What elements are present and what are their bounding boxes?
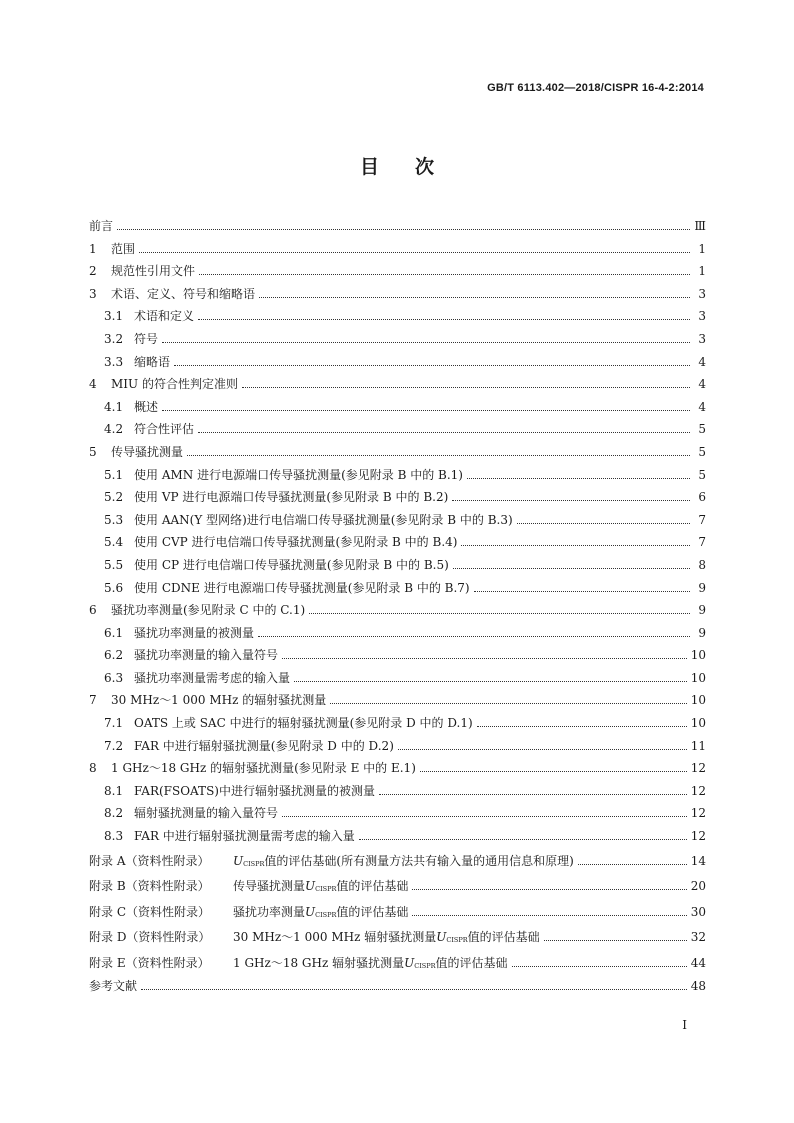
- toc-entry[interactable]: [89, 532, 706, 552]
- toc-page: 8: [698, 557, 706, 572]
- toc-number: 6.3: [104, 670, 124, 685]
- toc-page: 1: [698, 241, 706, 256]
- toc-entry[interactable]: [89, 352, 706, 372]
- toc-entry[interactable]: [89, 578, 706, 598]
- toc-entry[interactable]: [89, 690, 706, 710]
- toc-entry[interactable]: [89, 419, 706, 439]
- toc-number: 5.5: [104, 557, 124, 572]
- toc-page: 11: [690, 738, 706, 753]
- toc-number: 5.2: [104, 490, 124, 505]
- toc-entry[interactable]: [89, 510, 706, 530]
- toc-entry[interactable]: [89, 442, 706, 462]
- toc-page: 9: [698, 625, 706, 640]
- toc-label: 使用 AAN(Y 型网络)进行电信端口传导骚扰测量(参见附录 B 中的 B.3): [134, 512, 513, 527]
- toc-entry[interactable]: [89, 736, 706, 756]
- toc-page: 10: [690, 716, 706, 731]
- toc-entry[interactable]: [89, 284, 706, 304]
- toc-entry-references[interactable]: [89, 976, 706, 996]
- toc-page: 4: [698, 354, 706, 369]
- toc-label: MIU 的符合性判定准则: [111, 377, 238, 392]
- toc-number: 3: [89, 286, 97, 301]
- page-number-footer: I: [682, 1018, 687, 1032]
- annex-title: UCISPR值的评估基础(所有测量方法共有输入量的通用信息和原理): [233, 853, 574, 868]
- toc-label: 符合性评估: [134, 422, 195, 437]
- toc-number: 6.1: [104, 625, 124, 640]
- toc-label: 使用 AMN 进行电源端口传导骚扰测量(参见附录 B 中的 B.1): [134, 467, 463, 482]
- toc-label: 骚扰功率测量的输入量符号: [134, 648, 279, 663]
- toc-entry[interactable]: [89, 645, 706, 665]
- toc-page: 5: [698, 444, 706, 459]
- toc-number: 7: [89, 693, 97, 708]
- toc-label: 辐射骚扰测量的输入量符号: [134, 806, 279, 821]
- toc-number: 8.3: [104, 829, 124, 844]
- title-char-left: 目: [359, 156, 379, 178]
- annex-tag: 附录 D（资料性附录）: [89, 930, 211, 945]
- toc-label: OATS 上或 SAC 中进行的辐射骚扰测量(参见附录 D 中的 D.1): [134, 716, 473, 731]
- toc-number: 4: [89, 377, 97, 392]
- toc-number: 3.3: [104, 354, 124, 369]
- toc-entry[interactable]: [89, 374, 706, 394]
- toc-number: 3.1: [104, 309, 124, 324]
- toc-page: 48: [690, 979, 706, 994]
- toc-entry[interactable]: [89, 668, 706, 688]
- toc-label: 使用 CVP 进行电信端口传导骚扰测量(参见附录 B 中的 B.4): [134, 535, 458, 550]
- toc-page: 9: [698, 603, 706, 618]
- toc-label: 范围: [111, 241, 136, 256]
- toc-number: 6: [89, 603, 97, 618]
- toc-number: 7.1: [104, 716, 124, 731]
- toc-page: Ⅲ: [694, 219, 706, 233]
- toc-number: 3.2: [104, 331, 124, 346]
- toc-page: 5: [698, 467, 706, 482]
- annex-title: 1 GHz～18 GHz 辐射骚扰测量UCISPR值的评估基础: [233, 955, 508, 970]
- toc-entry[interactable]: [89, 781, 706, 801]
- toc-page: 4: [698, 377, 706, 392]
- document-code-header: GB/T 6113.402—2018/CISPR 16-4-2:2014: [487, 82, 704, 94]
- toc-page: 10: [690, 670, 706, 685]
- toc-page: 9: [698, 580, 706, 595]
- annex-tag: 附录 C（资料性附录）: [89, 904, 210, 919]
- toc-entry[interactable]: [89, 600, 706, 620]
- toc-label: 使用 CDNE 进行电源端口传导骚扰测量(参见附录 B 中的 B.7): [134, 580, 470, 595]
- toc-entry[interactable]: [89, 487, 706, 507]
- toc-number: 8: [89, 761, 97, 776]
- toc-label: FAR 中进行辐射骚扰测量(参见附录 D 中的 D.2): [134, 738, 394, 753]
- toc-number: 5.3: [104, 512, 124, 527]
- table-of-contents: [89, 216, 706, 999]
- page-title: [0, 152, 794, 179]
- toc-entry[interactable]: [89, 826, 706, 846]
- toc-entry[interactable]: [89, 555, 706, 575]
- toc-number: 8.2: [104, 806, 124, 821]
- toc-label: 1 GHz～18 GHz 的辐射骚扰测量(参见附录 E 中的 E.1): [111, 761, 416, 776]
- toc-page: 12: [690, 829, 706, 844]
- toc-number: 8.1: [104, 783, 124, 798]
- toc-label: 传导骚扰测量: [111, 444, 184, 459]
- toc-page: 1: [698, 264, 706, 279]
- toc-label: 规范性引用文件: [111, 264, 196, 279]
- toc-entry[interactable]: [89, 803, 706, 823]
- toc-page: 7: [698, 512, 706, 527]
- toc-entry[interactable]: [89, 216, 706, 236]
- toc-page: 3: [698, 331, 706, 346]
- toc-label: 30 MHz～1 000 MHz 的辐射骚扰测量: [111, 693, 327, 708]
- annex-tag: 附录 A（资料性附录）: [89, 853, 210, 868]
- toc-page: 12: [690, 783, 706, 798]
- toc-label: 骚扰功率测量(参见附录 C 中的 C.1): [111, 603, 306, 618]
- toc-annex-entry[interactable]: [89, 900, 706, 924]
- toc-label: 前言: [89, 219, 114, 233]
- toc-page: 44: [690, 955, 706, 970]
- toc-label: 概述: [134, 399, 159, 414]
- toc-entry[interactable]: [89, 239, 706, 259]
- toc-number: 2: [89, 264, 97, 279]
- annex-title: 骚扰功率测量UCISPR值的评估基础: [233, 904, 409, 919]
- toc-label: 参考文献: [89, 979, 138, 994]
- toc-page: 6: [698, 490, 706, 505]
- toc-entry[interactable]: [89, 465, 706, 485]
- toc-number: 5.4: [104, 535, 124, 550]
- toc-label: 使用 CP 进行电信端口传导骚扰测量(参见附录 B 中的 B.5): [134, 557, 449, 572]
- annex-tag: 附录 B（资料性附录）: [89, 879, 210, 894]
- toc-label: 骚扰功率测量的被测量: [134, 625, 255, 640]
- toc-page: 3: [698, 309, 706, 324]
- toc-number: 5.1: [104, 467, 124, 482]
- toc-annex-entry[interactable]: [89, 849, 706, 873]
- toc-annex-entry[interactable]: [89, 874, 706, 898]
- toc-entry[interactable]: [89, 397, 706, 417]
- toc-page: 30: [690, 904, 706, 919]
- toc-page: 10: [690, 648, 706, 663]
- toc-label: FAR 中进行辐射骚扰测量需考虑的输入量: [134, 829, 355, 844]
- toc-page: 14: [690, 853, 706, 868]
- toc-label: FAR(FSOATS)中进行辐射骚扰测量的被测量: [134, 783, 375, 798]
- toc-annex-entry[interactable]: [89, 925, 706, 949]
- toc-entry[interactable]: [89, 329, 706, 349]
- toc-page: 12: [690, 761, 706, 776]
- toc-label: 术语、定义、符号和缩略语: [111, 286, 256, 301]
- toc-entry[interactable]: [89, 306, 706, 326]
- toc-label: 术语和定义: [134, 309, 195, 324]
- toc-entry[interactable]: [89, 713, 706, 733]
- toc-label: 使用 VP 进行电源端口传导骚扰测量(参见附录 B 中的 B.2): [134, 490, 449, 505]
- toc-page: 10: [690, 693, 706, 708]
- toc-label: 缩略语: [134, 354, 171, 369]
- title-char-right: 次: [415, 156, 435, 178]
- toc-page: 4: [698, 399, 706, 414]
- toc-page: 20: [690, 879, 706, 894]
- toc-entry[interactable]: [89, 623, 706, 643]
- toc-page: 12: [690, 806, 706, 821]
- toc-number: 1: [89, 241, 97, 256]
- annex-tag: 附录 E（资料性附录）: [89, 955, 210, 970]
- toc-label: 符号: [134, 331, 159, 346]
- toc-annex-entry[interactable]: [89, 951, 706, 975]
- annex-title: 传导骚扰测量UCISPR值的评估基础: [233, 879, 409, 894]
- toc-page: 5: [698, 422, 706, 437]
- toc-entry[interactable]: [89, 261, 706, 281]
- toc-number: 4.1: [104, 399, 124, 414]
- toc-entry[interactable]: [89, 758, 706, 778]
- toc-page: 7: [698, 535, 706, 550]
- toc-label: 骚扰功率测量需考虑的输入量: [134, 670, 291, 685]
- toc-number: 6.2: [104, 648, 124, 663]
- toc-page: 3: [698, 286, 706, 301]
- toc-number: 5.6: [104, 580, 124, 595]
- toc-number: 5: [89, 444, 97, 459]
- toc-page: 32: [690, 930, 706, 945]
- annex-title: 30 MHz～1 000 MHz 辐射骚扰测量UCISPR值的评估基础: [233, 930, 540, 945]
- toc-number: 7.2: [104, 738, 124, 753]
- toc-number: 4.2: [104, 422, 124, 437]
